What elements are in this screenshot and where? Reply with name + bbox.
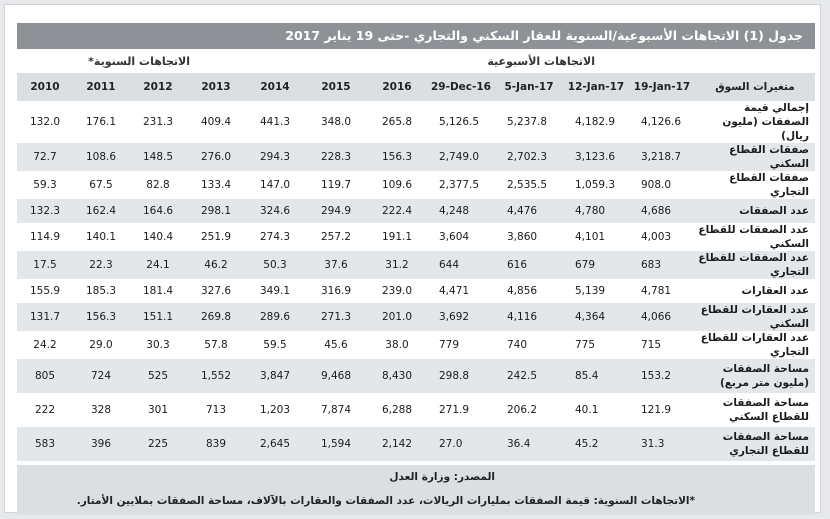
weekly-value-cell: 2,377.5 — [439, 179, 480, 191]
annual-value-cell: 324.6 — [245, 199, 305, 223]
annual-value-cell: 294.3 — [245, 143, 305, 171]
annual-value-cell: 72.7 — [17, 143, 73, 171]
annual-value-cell: 276.0 — [187, 143, 245, 171]
annual-value-cell: 156.3 — [367, 143, 427, 171]
annual-value-cell: 257.2 — [320, 231, 352, 243]
table-row — [17, 101, 815, 143]
annual-value-cell: 191.1 — [381, 231, 413, 243]
table-row — [17, 199, 815, 223]
weekly-value-cell: 775 — [575, 339, 596, 351]
table-row — [17, 143, 815, 171]
annual-value-cell: 109.6 — [381, 179, 413, 191]
weekly-value-cell: 715 — [641, 339, 662, 351]
weekly-value-cell: 4,471 — [439, 285, 470, 297]
annual-value-cell: 1,203 — [259, 404, 291, 416]
table-title: جدول (1) الاتجاهات الأسبوعية/السنوية للعقار السكني والتجاري -حتى 19 يناير 2017 — [17, 23, 815, 49]
annual-value-cell: 132.3 — [17, 199, 73, 223]
weekly-value-cell: 27.0 — [427, 427, 495, 461]
table-footer — [17, 465, 815, 515]
weekly-value-cell: 3,123.6 — [563, 143, 629, 171]
weekly-value-cell: 779 — [439, 339, 460, 351]
annual-value-cell: 67.5 — [89, 179, 113, 191]
annual-value-cell: 131.7 — [17, 303, 73, 331]
annual-value-cell: 3,847 — [245, 359, 305, 393]
annual-value-cell: 46.2 — [187, 251, 245, 279]
col-header-2010: 2010 — [17, 73, 73, 101]
weekly-value-cell: 85.4 — [563, 359, 629, 393]
annual-value-cell: 274.3 — [259, 231, 291, 243]
col-header-2015: 2015 — [305, 73, 367, 101]
annual-value-cell: 298.1 — [187, 199, 245, 223]
annual-value-cell: 251.9 — [200, 231, 232, 243]
annual-value-cell: 114.9 — [29, 231, 61, 243]
annual-value-cell: 133.4 — [200, 179, 232, 191]
weekly-value-cell: 616 — [495, 251, 563, 279]
col-header-19-jan-17: 19-Jan-17 — [629, 73, 695, 101]
table-card — [4, 4, 821, 513]
weekly-value-cell: 4,182.9 — [575, 116, 616, 128]
annual-trends-heading: الاتجاهات السنوية* — [88, 55, 190, 68]
weekly-value-cell: 4,248 — [427, 199, 495, 223]
annual-value-cell: 328 — [90, 404, 112, 416]
annual-value-cell: 31.2 — [367, 251, 427, 279]
annual-value-cell: 349.1 — [259, 285, 291, 297]
annual-value-cell: 239.0 — [381, 285, 413, 297]
annual-value-cell: 201.0 — [367, 303, 427, 331]
annual-value-cell: 24.2 — [33, 339, 57, 351]
weekly-value-cell: 3,860 — [507, 231, 538, 243]
table-row — [17, 223, 815, 251]
source-note: المصدر: وزارة العدل — [389, 471, 495, 483]
weekly-value-cell: 1,059.3 — [575, 179, 616, 191]
row-label: عدد الصفقات للقطاع التجاري — [695, 251, 815, 279]
annual-value-cell: 327.6 — [200, 285, 232, 297]
weekly-value-cell: 2,702.3 — [495, 143, 563, 171]
annual-value-cell: 9,468 — [305, 359, 367, 393]
annual-value-cell: 162.4 — [73, 199, 129, 223]
weekly-value-cell: 4,476 — [495, 199, 563, 223]
weekly-value-cell: 298.8 — [427, 359, 495, 393]
annual-value-cell: 269.8 — [187, 303, 245, 331]
weekly-value-cell: 4,364 — [563, 303, 629, 331]
weekly-value-cell: 242.5 — [495, 359, 563, 393]
annual-value-cell: 17.5 — [17, 251, 73, 279]
row-label: عدد الصفقات للقطاع السكني — [698, 224, 809, 250]
annual-value-cell: 805 — [17, 359, 73, 393]
row-label: عدد العقارات للقطاع السكني — [695, 303, 815, 331]
annual-value-cell: 294.9 — [305, 199, 367, 223]
header-row — [17, 73, 815, 101]
weekly-value-cell: 2,749.0 — [427, 143, 495, 171]
weekly-value-cell: 206.2 — [507, 404, 538, 416]
weekly-value-cell: 31.3 — [629, 427, 695, 461]
table-row — [17, 303, 815, 331]
col-header-12-jan-17: 12-Jan-17 — [563, 73, 629, 101]
weekly-value-cell: 5,237.8 — [507, 116, 548, 128]
weekly-value-cell: 740 — [507, 339, 528, 351]
weekly-value-cell: 4,116 — [495, 303, 563, 331]
table-row — [17, 393, 815, 427]
row-label: مساحة الصفقات للقطاع التجاري — [695, 427, 815, 461]
annual-value-cell: 583 — [17, 427, 73, 461]
weekly-value-cell: 5,139 — [575, 285, 606, 297]
annual-value-cell: 225 — [129, 427, 187, 461]
table-row — [17, 427, 815, 461]
col-header-5-jan-17: 5-Jan-17 — [495, 73, 563, 101]
weekly-value-cell: 271.9 — [439, 404, 470, 416]
weekly-value-cell: 644 — [427, 251, 495, 279]
weekly-value-cell: 4,003 — [641, 231, 672, 243]
weekly-value-cell: 683 — [629, 251, 695, 279]
table-row — [17, 251, 815, 279]
annual-value-cell: 348.0 — [320, 116, 352, 128]
annual-value-cell: 24.1 — [129, 251, 187, 279]
table-row — [17, 331, 815, 359]
annual-value-cell: 59.5 — [263, 339, 287, 351]
annual-value-cell: 164.6 — [129, 199, 187, 223]
row-label: مساحة الصفقات للقطاع السكني — [722, 397, 809, 423]
annual-value-cell: 59.3 — [33, 179, 57, 191]
annual-value-cell: 57.8 — [204, 339, 228, 351]
annual-value-cell: 6,288 — [381, 404, 413, 416]
annual-value-cell: 1,552 — [187, 359, 245, 393]
annual-value-cell: 265.8 — [381, 116, 413, 128]
annual-value-cell: 147.0 — [259, 179, 291, 191]
annual-value-cell: 396 — [73, 427, 129, 461]
row-label: عدد الصفقات — [695, 199, 815, 223]
annual-value-cell: 119.7 — [320, 179, 352, 191]
annual-value-cell: 45.6 — [324, 339, 348, 351]
annual-value-cell: 525 — [129, 359, 187, 393]
annual-value-cell: 231.3 — [142, 116, 174, 128]
weekly-value-cell: 4,780 — [563, 199, 629, 223]
weekly-value-cell: 4,686 — [629, 199, 695, 223]
annual-value-cell: 140.4 — [142, 231, 174, 243]
weekly-value-cell: 40.1 — [575, 404, 599, 416]
col-header-2014: 2014 — [245, 73, 305, 101]
weekly-value-cell: 4,781 — [641, 285, 672, 297]
row-label: مساحة الصفقات (مليون متر مربع) — [695, 359, 815, 393]
market-trends-table — [17, 73, 815, 461]
annual-value-cell: 1,594 — [305, 427, 367, 461]
annual-value-cell: 181.4 — [142, 285, 174, 297]
annual-value-cell: 409.4 — [200, 116, 232, 128]
col-header-29-dec-16: 29-Dec-16 — [427, 73, 495, 101]
annual-value-cell: 37.6 — [305, 251, 367, 279]
row-label: صفقات القطاع التجاري — [729, 172, 809, 198]
annual-value-cell: 2,142 — [367, 427, 427, 461]
annual-value-cell: 289.6 — [245, 303, 305, 331]
annual-value-cell: 222 — [34, 404, 56, 416]
col-header-2013: 2013 — [187, 73, 245, 101]
annual-value-cell: 316.9 — [320, 285, 352, 297]
annual-value-cell: 228.3 — [305, 143, 367, 171]
weekly-value-cell: 4,126.6 — [641, 116, 682, 128]
annual-value-cell: 50.3 — [245, 251, 305, 279]
col-header-2016: 2016 — [367, 73, 427, 101]
weekly-value-cell: 3,218.7 — [629, 143, 695, 171]
weekly-value-cell: 4,856 — [507, 285, 538, 297]
annual-value-cell: 108.6 — [73, 143, 129, 171]
annual-value-cell: 30.3 — [146, 339, 170, 351]
weekly-value-cell: 4,066 — [629, 303, 695, 331]
weekly-value-cell: 3,692 — [427, 303, 495, 331]
row-label: عدد العقارات للقطاع التجاري — [700, 332, 809, 358]
table-row — [17, 171, 815, 199]
weekly-value-cell: 36.4 — [495, 427, 563, 461]
annual-value-cell: 839 — [187, 427, 245, 461]
annual-value-cell: 724 — [73, 359, 129, 393]
annual-value-cell: 2,645 — [245, 427, 305, 461]
table-row — [17, 279, 815, 303]
col-header-2011: 2011 — [73, 73, 129, 101]
units-note: *الاتجاهات السنوية: قيمة الصفقات بمليارات الريالات، عدد الصفقات والعقارات بالآلاف، مساحة الصفقات بملايين الأمتار. — [76, 495, 695, 507]
weekly-trends-heading: الاتجاهات الأسبوعية — [487, 55, 595, 68]
annual-value-cell: 301 — [147, 404, 169, 416]
weekly-value-cell: 4,101 — [575, 231, 606, 243]
annual-value-cell: 156.3 — [73, 303, 129, 331]
annual-value-cell: 185.3 — [85, 285, 117, 297]
row-label: صفقات القطاع السكني — [695, 143, 815, 171]
annual-value-cell: 222.4 — [367, 199, 427, 223]
annual-value-cell: 8,430 — [367, 359, 427, 393]
annual-value-cell: 82.8 — [146, 179, 170, 191]
weekly-value-cell: 908.0 — [641, 179, 672, 191]
annual-value-cell: 7,874 — [320, 404, 352, 416]
annual-value-cell: 132.0 — [29, 116, 61, 128]
weekly-value-cell: 2,535.5 — [507, 179, 548, 191]
weekly-value-cell: 3,604 — [439, 231, 470, 243]
annual-value-cell: 155.9 — [29, 285, 61, 297]
annual-value-cell: 38.0 — [385, 339, 409, 351]
annual-value-cell: 148.5 — [129, 143, 187, 171]
col-header-market-variables: متغيرات السوق — [695, 73, 815, 101]
annual-value-cell: 29.0 — [89, 339, 113, 351]
weekly-value-cell: 679 — [563, 251, 629, 279]
annual-value-cell: 151.1 — [129, 303, 187, 331]
weekly-value-cell: 121.9 — [641, 404, 672, 416]
weekly-value-cell: 5,126.5 — [439, 116, 480, 128]
row-label: إجمالي قيمة الصفقات (مليون ريال) — [722, 102, 809, 142]
annual-value-cell: 22.3 — [73, 251, 129, 279]
annual-value-cell: 140.1 — [85, 231, 117, 243]
table-row — [17, 359, 815, 393]
annual-value-cell: 713 — [205, 404, 227, 416]
annual-value-cell: 176.1 — [85, 116, 117, 128]
annual-value-cell: 271.3 — [305, 303, 367, 331]
weekly-value-cell: 153.2 — [629, 359, 695, 393]
col-header-2012: 2012 — [129, 73, 187, 101]
weekly-value-cell: 45.2 — [563, 427, 629, 461]
annual-value-cell: 441.3 — [259, 116, 291, 128]
row-label: عدد العقارات — [741, 285, 809, 297]
